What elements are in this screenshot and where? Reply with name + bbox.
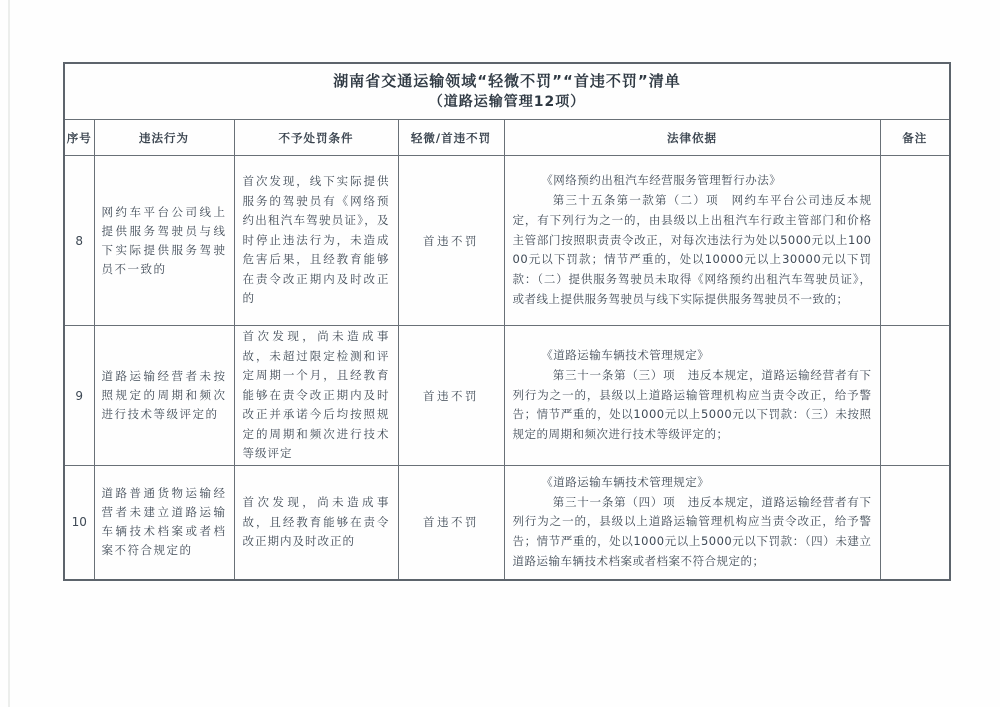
table-row xyxy=(64,326,950,466)
table-title-line2: （道路运输管理12项） xyxy=(428,94,586,110)
col-header-legal-basis: 法律依据 xyxy=(504,120,880,156)
legal-regulation-body: 第三十一条第（三）项 违反本规定，道路运输经营者有下列行为之一的，县级以上道路运输管理机构应当责令改正，给予警告；情节严重的，处以1000元以上5000元以下罚款：（三）未按照规定的周期和频次进行技术等级评定的； xyxy=(512,367,872,442)
type-cell: 首违不罚 xyxy=(398,156,504,326)
table-header-row xyxy=(64,120,950,156)
behavior-text: 道路普通货物运输经营者未建立道路运输车辆技术档案或者档案不符合规定的 xyxy=(101,486,227,558)
behavior-text: 网约车平台公司线上提供服务驾驶员与线下实际提供服务驾驶员不一致的 xyxy=(101,204,227,276)
remark-cell xyxy=(880,156,950,326)
behavior-cell xyxy=(94,326,234,466)
legal-basis-wrap xyxy=(505,346,880,445)
condition-text: 首次发现，线下实际提供服务的驾驶员有《网络预约出租汽车驾驶员证》，及时停止违法行为，未造成危害后果，且经教育能够在责令改正期内及时改正的 xyxy=(242,174,390,306)
condition-cell xyxy=(234,326,398,466)
remark-cell xyxy=(880,326,950,466)
condition-cell xyxy=(234,466,398,580)
legal-basis-cell xyxy=(504,466,880,580)
legal-basis-cell xyxy=(504,326,880,466)
legal-basis-wrap xyxy=(505,171,880,310)
behavior-cell xyxy=(94,466,234,580)
serial-number-cell: 9 xyxy=(64,326,94,466)
legal-basis-wrap xyxy=(505,473,880,572)
table-title-row xyxy=(64,63,950,120)
legal-basis-cell xyxy=(504,156,880,326)
col-header-condition: 不予处罚条件 xyxy=(234,120,398,156)
table-row xyxy=(64,466,950,580)
remark-cell xyxy=(880,466,950,580)
table-title-line1: 湖南省交通运输领域“轻微不罚”“首违不罚”清单 xyxy=(333,72,681,90)
serial-number-cell: 8 xyxy=(64,156,94,326)
legal-regulation-body: 第三十一条第（四）项 违反本规定，道路运输经营者有下列行为之一的，县级以上道路运输管理机构应当责令改正，给予警告；情节严重的，处以1000元以上5000元以下罚款：（四）未建立道路运输车辆技术档案或者档案不符合规定的； xyxy=(512,494,872,568)
table-title-cell xyxy=(64,63,950,120)
condition-cell xyxy=(234,156,398,326)
legal-regulation-title: 《道路运输车辆技术管理规定》 xyxy=(541,348,710,362)
behavior-cell xyxy=(94,156,234,326)
col-header-remark: 备注 xyxy=(880,120,950,156)
type-cell: 首违不罚 xyxy=(398,466,504,580)
serial-number-cell: 10 xyxy=(64,466,94,580)
legal-regulation-body: 第三十五条第一款第（二）项 网约车平台公司违反本规定，有下列行为之一的，由县级以上出租汽车行政主管部门和价格主管部门按照职责责令改正，对每次违法行为处以5000元以上10000元以下罚款；情节严重的，处以10000元以上30000元以下罚款：（二）提供服务驾驶员未取得《网络预约出租汽车驾驶员证》，或者线上提供服务驾驶员与线下实际提供服务驾驶员不一致的； xyxy=(512,193,872,306)
condition-text: 首次发现，尚未造成事故，未超过限定检测和评定周期一个月，且经教育能够在责令改正期内及时改正并承诺今后均按照规定的周期和频次进行技术等级评定 xyxy=(242,329,390,461)
legal-regulation-title: 《道路运输车辆技术管理规定》 xyxy=(541,474,710,489)
legal-regulation-title: 《网络预约出租汽车经营服务管理暂行办法》 xyxy=(541,173,782,188)
penalty-exemption-table xyxy=(63,62,951,581)
col-header-type: 轻微/首违不罚 xyxy=(398,120,504,156)
col-header-behavior: 违法行为 xyxy=(94,120,234,156)
table-row xyxy=(64,156,950,326)
col-header-serial: 序号 xyxy=(64,120,94,156)
type-cell: 首违不罚 xyxy=(398,326,504,466)
condition-text: 首次发现，尚未造成事故，且经教育能够在责令改正期内及时改正的 xyxy=(242,495,390,548)
scan-artifact-streak xyxy=(8,0,10,707)
behavior-text: 道路运输经营者未按照规定的周期和频次进行技术等级评定的 xyxy=(101,369,227,421)
